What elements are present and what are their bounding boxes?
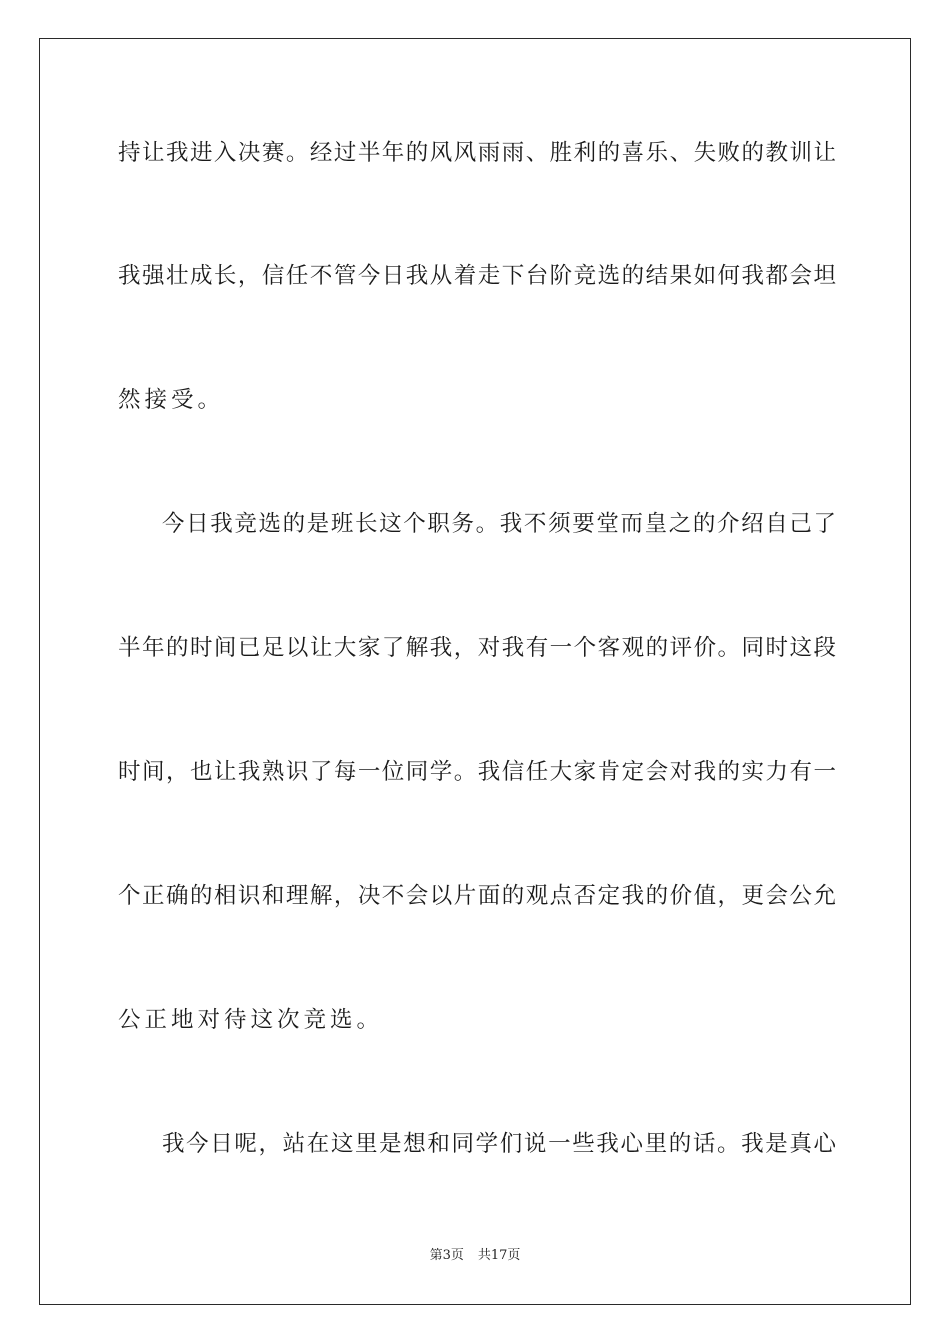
text-line-2: 我强壮成长，信任不管今日我从着走下台阶竞选的结果如何我都会坦: [118, 263, 836, 289]
text-line-5: 半年的时间已足以让大家了解我，对我有一个客观的评价。同时这段: [118, 635, 836, 661]
text-line-6: 时间，也让我熟识了每一位同学。我信任大家肯定会对我的实力有一: [118, 759, 836, 785]
text-line-9: 我今日呢，站在这里是想和同学们说一些我心里的话。我是真心: [162, 1131, 836, 1157]
text-line-4: 今日我竞选的是班长这个职务。我不须要堂而皇之的介绍自己了: [162, 511, 836, 537]
text-line-7: 个正确的相识和理解，决不会以片面的观点否定我的价值，更会公允: [118, 883, 836, 909]
page-footer: [0, 1244, 950, 1263]
page-border: [39, 38, 911, 1305]
text-line-3: 然接受。: [118, 387, 225, 413]
page-number: 第3页: [429, 1248, 464, 1263]
total-pages: 共17页: [477, 1248, 521, 1263]
text-line-8: 公正地对待这次竞选。: [118, 1007, 384, 1033]
text-line-1: 持让我进入决赛。经过半年的风风雨雨、胜利的喜乐、失败的教训让: [118, 140, 836, 166]
